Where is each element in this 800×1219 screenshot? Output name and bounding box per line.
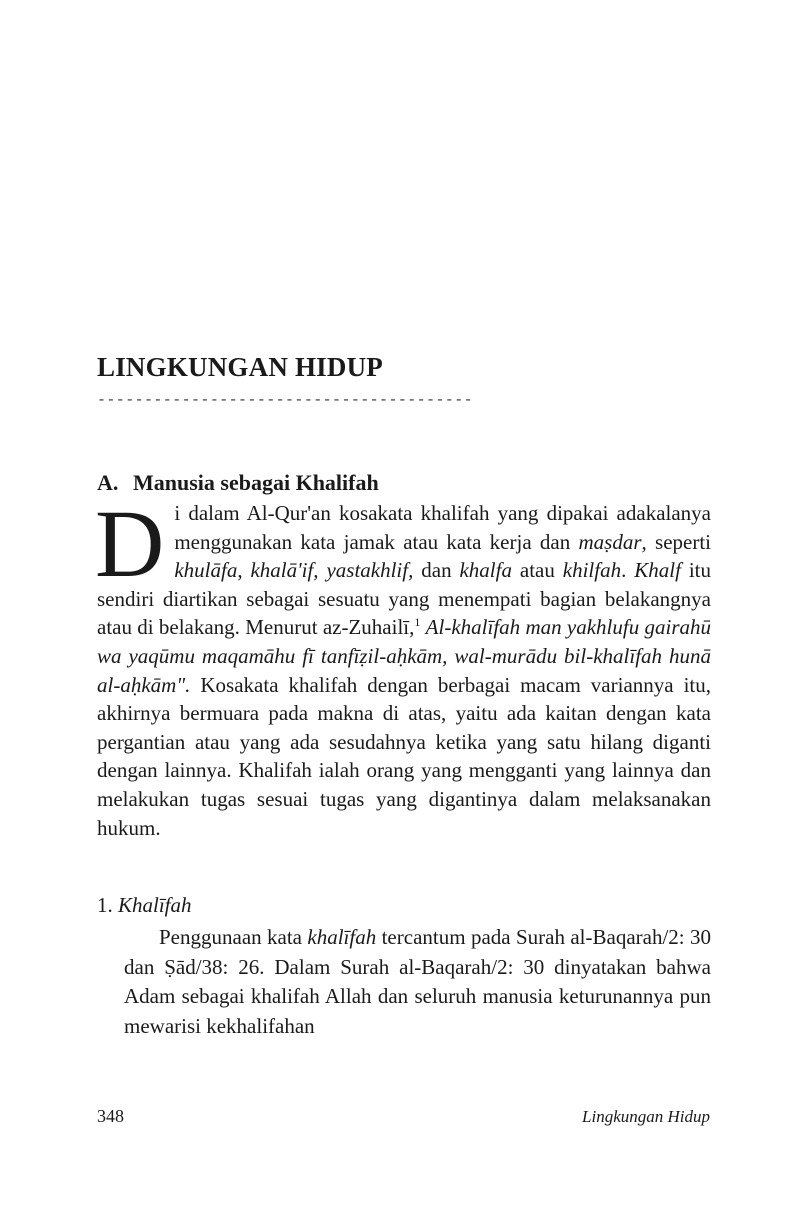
text-run: atau <box>511 558 563 583</box>
chapter-title: LINGKUNGAN HIDUP <box>97 352 383 382</box>
text-run: Penggunaan kata <box>159 925 308 949</box>
text-run: , seperti <box>641 529 712 554</box>
italic-term: khalā'if, yastakhlif, <box>250 558 414 583</box>
text-run: tercantum pada Surah al-Baqarah/2: 30 dan Ṣād/38: 26. Dalam Surah al-Baqarah/2: 30 dinyatakan bahwa Adam sebagai khalifah Allah dan seluruh manusia keturunannya pun mewarisi kekhalifahan <box>124 925 712 1038</box>
section-paragraph <box>95 490 712 842</box>
italic-quote: Al-khalīfah man yakhlufu gairahū wa yaqūmu maqamāhu fī tanfīẓil-aḥkām, wal-murādu bil-khalīfah hunā al-aḥkām". <box>97 615 712 697</box>
running-title: Lingkungan Hidup <box>582 1107 710 1126</box>
subsection-heading <box>97 893 192 918</box>
subsection-title: Khalīfah <box>118 893 192 917</box>
italic-term: khilfah <box>562 558 622 583</box>
title-divider: ---------------------------------------- <box>97 392 474 409</box>
text-run: , <box>237 558 251 583</box>
text-run: dan <box>413 558 460 583</box>
subsection-number: 1. <box>97 893 113 917</box>
footnote-marker: 1 <box>414 615 421 630</box>
italic-term: khulāfa <box>174 558 238 583</box>
section-title: Manusia sebagai Khalifah <box>133 470 379 495</box>
italic-term: khalīfah <box>307 925 377 949</box>
page-number: 348 <box>97 1106 124 1126</box>
text-run: Kosakata khalifah dengan berbagai macam variannya itu, akhirnya bermuara pada makna di atas, yaitu ada kaitan dengan kata pergantian atau yang ada sesudahnya ketika yang satu hilang diganti dengan lainnya. Khalifah ialah orang yang mengganti yang lainnya dan melakukan tugas sesuai tugas yang digantinya dalam melaksanakan hukum. <box>97 672 711 840</box>
italic-term: Khalf <box>634 558 681 583</box>
text-run: i dalam Al-Qur'an kosakata khalifah yang dipakai adakalanya menggunakan kata jamak atau kata kerja dan <box>174 501 711 554</box>
text-run: itu sendiri diartikan sebagai sesuatu yang menempati bagian belakangnya atau di belakang. Menurut az-Zuhailī, <box>97 558 712 640</box>
italic-term: maṣdar <box>578 529 642 554</box>
subsection-paragraph <box>124 923 711 1041</box>
section-number: A. <box>97 470 119 495</box>
italic-term: khalfa <box>459 558 512 583</box>
text-run: . <box>621 558 635 583</box>
drop-cap: D <box>95 490 165 597</box>
